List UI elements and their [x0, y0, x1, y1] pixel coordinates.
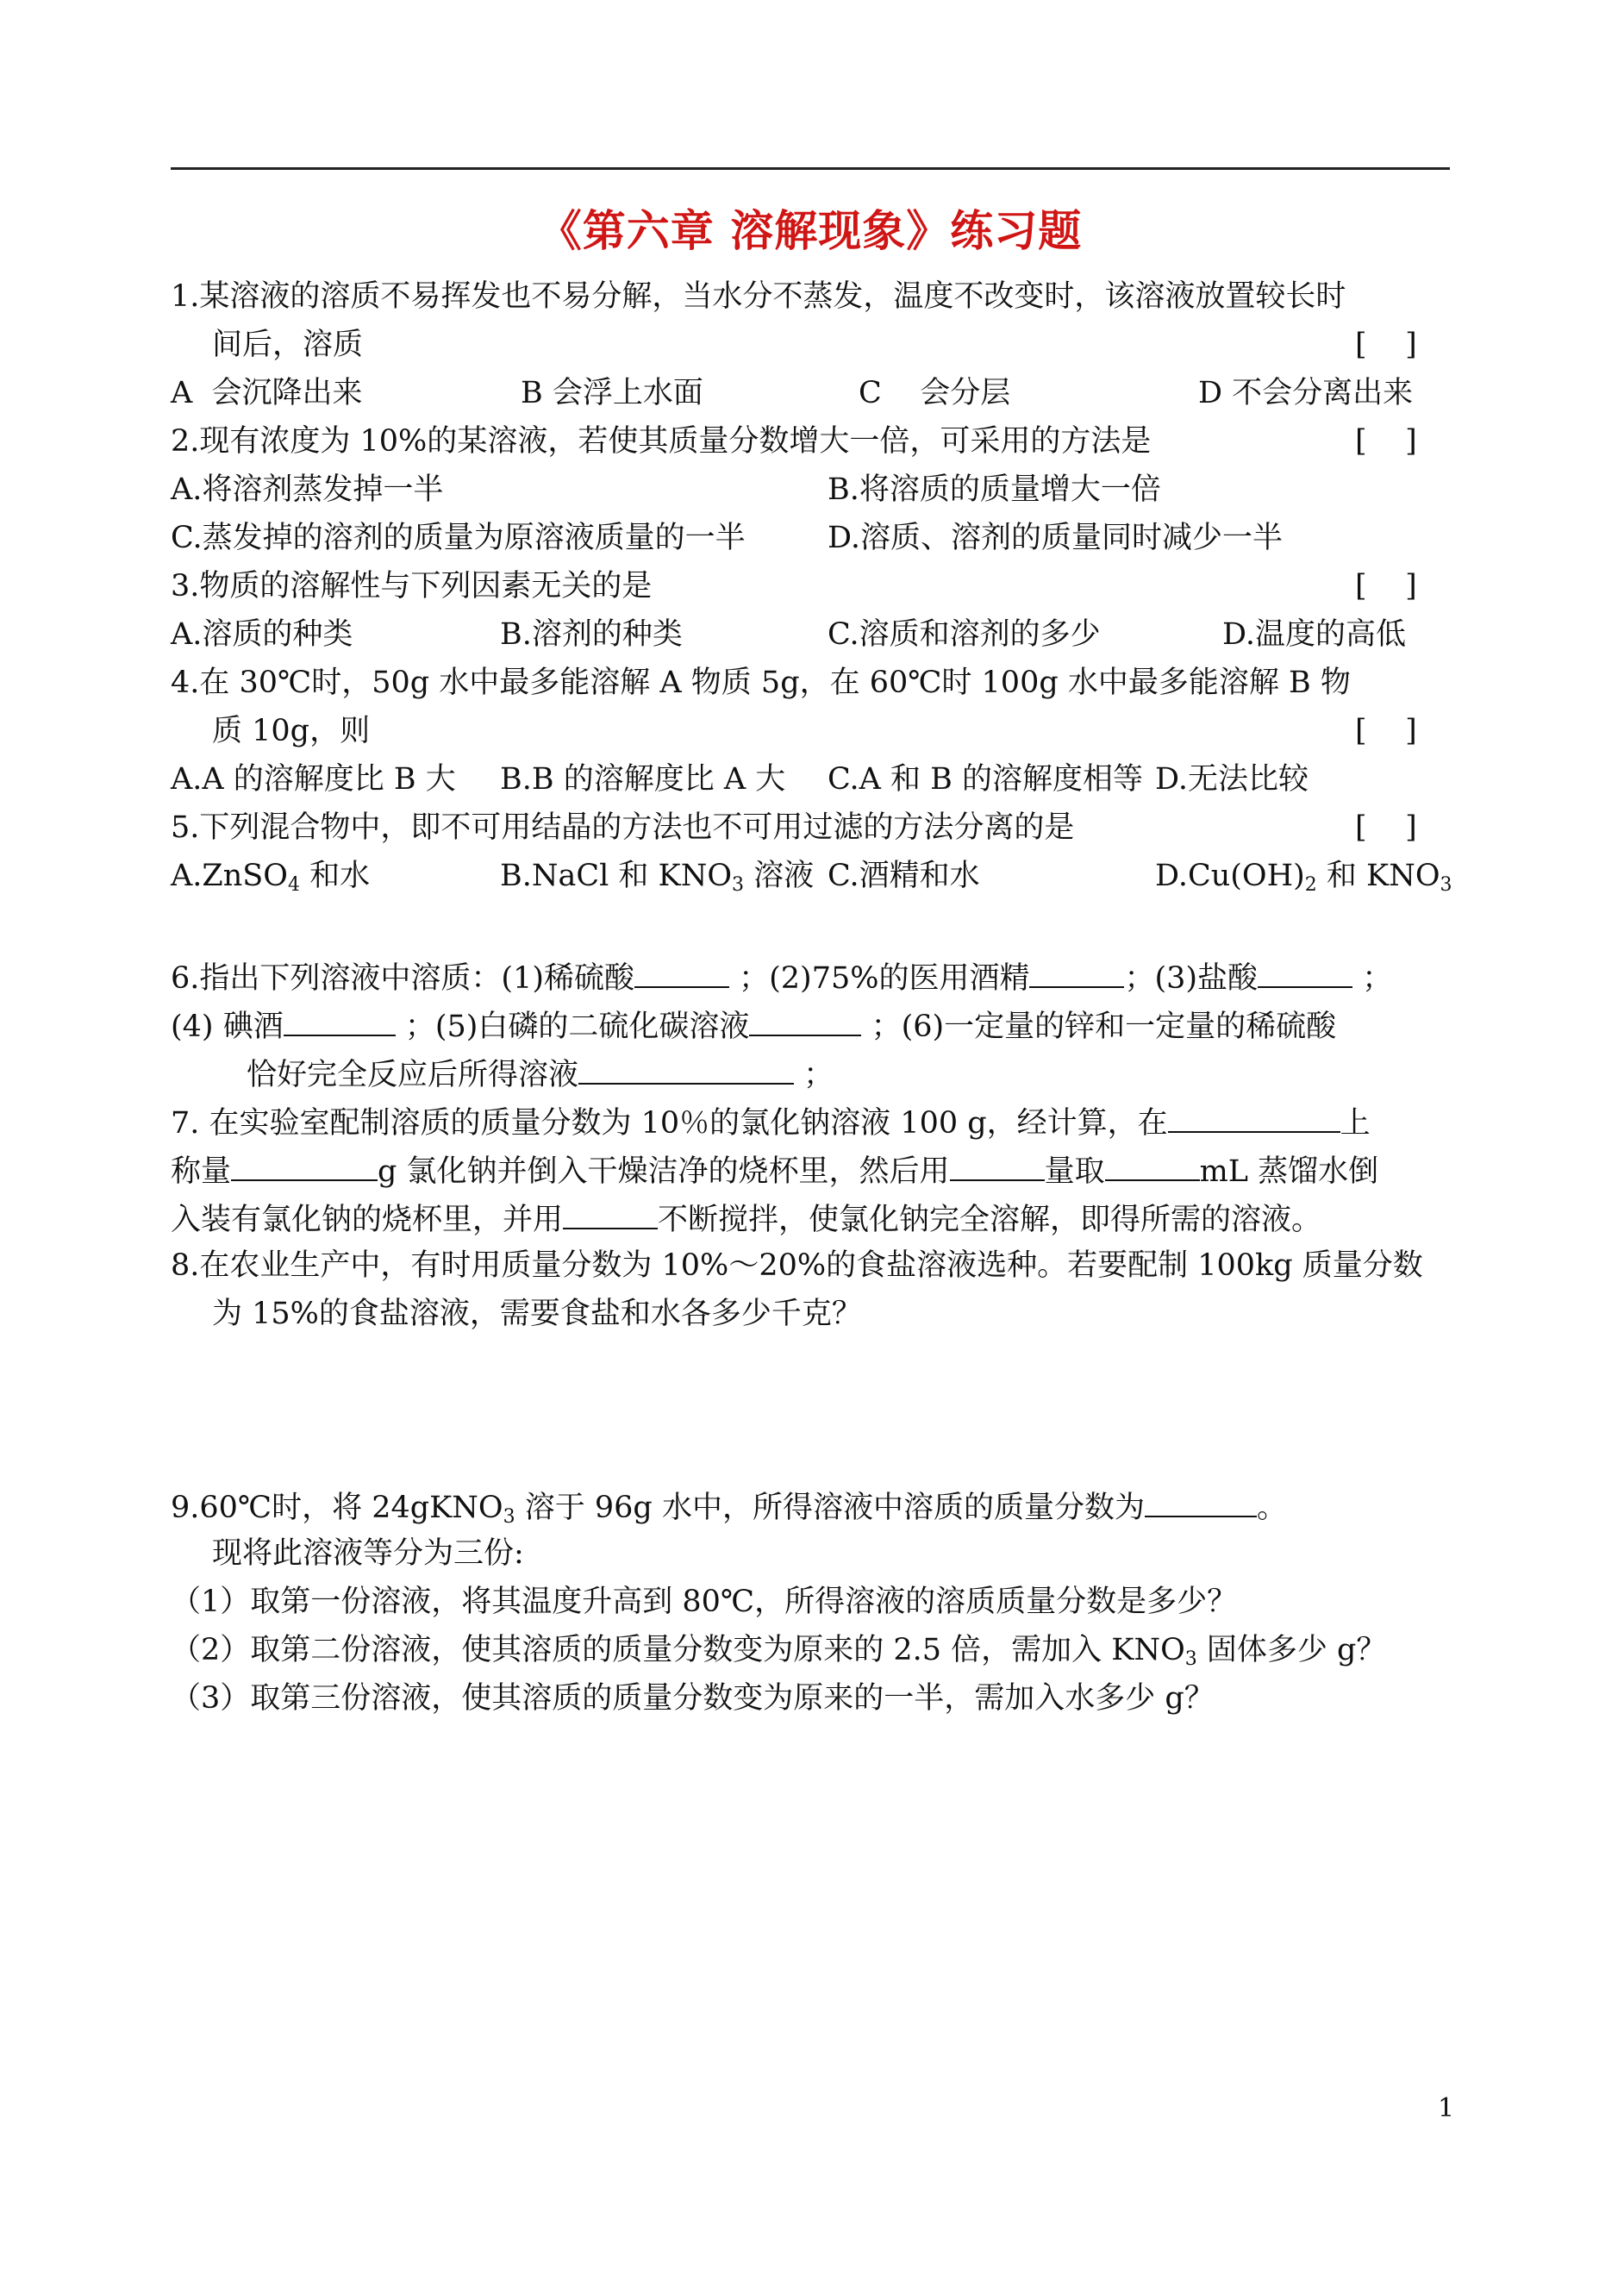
q6-line1: 6.指出下列溶液中溶质：(1)稀硫酸 ；(2)75%的医用酒精 ；(3)盐酸 ；: [171, 957, 1392, 997]
q5-option-d: $D.Cu(OH)_2$ 和 $KNO_3$: [1155, 859, 1452, 896]
q7-blank-3[interactable]: [950, 1150, 1045, 1181]
header-rule: [171, 167, 1450, 170]
q9-sub-3: （3）取第三份溶液，使其溶质的质量分数变为原来的一半，需加入水多少 g？: [171, 1681, 1215, 1716]
q4-option-b: B.B 的溶解度比 A 大: [500, 762, 786, 797]
q3-stem: 3.物质的溶解性与下列因素无关的是: [171, 569, 653, 603]
q2-stem: 2.现有浓度为 10%的某溶液，若使其质量分数增大一倍，可采用的方法是: [171, 424, 1152, 459]
q1-stem-line2: 间后，溶质: [212, 328, 364, 362]
q6-line3: 恰好完全反应后所得溶液 ；: [247, 1054, 834, 1094]
q6-blank-6[interactable]: [578, 1054, 794, 1085]
q4-answer-bracket: [ ]: [1355, 714, 1417, 748]
q6-blank-1[interactable]: [634, 957, 729, 988]
q1-option-a: A 会沉降出来: [171, 376, 363, 410]
q7-line2: 称量 g 氯化钠并倒入干燥洁净的烧杯里，然后用 量取 mL 蒸馏水倒: [171, 1150, 1378, 1191]
q7-blank-1[interactable]: [1168, 1102, 1340, 1133]
q9-blank-1[interactable]: [1145, 1486, 1257, 1517]
q7-blank-2[interactable]: [231, 1150, 378, 1181]
q6-blank-5[interactable]: [749, 1005, 861, 1036]
q1-option-d: D 不会分离出来: [1198, 376, 1414, 410]
q3-option-c: C.溶质和溶剂的多少: [828, 617, 1101, 652]
q6-blank-3[interactable]: [1258, 957, 1352, 988]
q5-answer-bracket: [ ]: [1355, 810, 1417, 845]
q3-answer-bracket: [ ]: [1355, 569, 1417, 603]
q3-option-b: B.溶剂的种类: [500, 617, 683, 652]
q2-option-a: A.将溶剂蒸发掉一半: [171, 472, 444, 507]
page-number: 1: [1438, 2093, 1455, 2123]
q4-option-d: D.无法比较: [1155, 762, 1309, 797]
q5-stem: 5.下列混合物中，即不可用结晶的方法也不可用过滤的方法分离的是: [171, 810, 1075, 845]
q1-option-c: C 会分层: [859, 376, 1011, 410]
q9-line1: 9.60℃时，将 24gKNO$_3$ 溶于 96g 水中，所得溶液中溶质的质量分数为 。: [171, 1486, 1287, 1527]
q7-line3: 入装有氯化钠的烧杯里，并用 不断搅拌，使氯化钠完全溶解，即得所需的溶液。: [171, 1198, 1321, 1239]
q9-sub-1: （1）取第一份溶液，将其温度升高到 80℃，所得溶液的溶质质量分数是多少？: [171, 1585, 1238, 1619]
q5-option-a: A.ZnSO$_4$ 和水: [171, 859, 371, 896]
q6-blank-4[interactable]: [284, 1005, 396, 1036]
q2-option-b: B.将溶质的质量增大一倍: [828, 472, 1161, 507]
q9-sub-2: （2）取第二份溶液，使其溶质的质量分数变为原来的 2.5 倍，需加入 $KNO_3$ 固体多少 g？: [171, 1633, 1387, 1670]
q1-option-b: B 会浮上水面: [521, 376, 703, 410]
q4-stem-line1: 4.在 30℃时，50g 水中最多能溶解 A 物质 5g，在 60℃时 100g 水中最多能溶解 B 物: [171, 666, 1351, 700]
q2-option-c: C.蒸发掉的溶剂的质量为原溶液质量的一半: [171, 521, 746, 555]
q1-answer-bracket: [ ]: [1355, 328, 1417, 362]
q2-answer-bracket: [ ]: [1355, 424, 1417, 459]
q7-blank-4[interactable]: [1105, 1150, 1200, 1181]
page-title: 《第六章 溶解现象》练习题: [538, 206, 1083, 256]
q6-line2: (4) 碘酒 ；(5)白磷的二硫化碳溶液 ；(6)一定量的锌和一定量的稀硫酸: [171, 1005, 1336, 1046]
q4-option-a: A.A 的溶解度比 B 大: [171, 762, 456, 797]
q3-option-a: A.溶质的种类: [171, 617, 353, 652]
q8-line2: 为 15%的食盐溶液，需要食盐和水各多少千克？: [212, 1297, 862, 1331]
q7-blank-5[interactable]: [563, 1198, 658, 1229]
q6-blank-2[interactable]: [1029, 957, 1124, 988]
q9-line2: 现将此溶液等分为三份:: [212, 1536, 524, 1571]
q3-option-d: D.温度的高低: [1222, 617, 1406, 652]
q5-option-b: B.NaCl 和 $KNO_3$ 溶液: [500, 859, 815, 896]
q5-option-c: C.酒精和水: [828, 859, 980, 893]
q2-option-d: D.溶质、溶剂的质量同时减少一半: [828, 521, 1283, 555]
q7-line1: 7. 在实验室配制溶质的质量分数为 10％的氯化钠溶液 100 g，经计算，在 上: [171, 1102, 1371, 1142]
q1-stem-line1: 1.某溶液的溶质不易挥发也不易分解，当水分不蒸发，温度不改变时，该溶液放置较长时: [171, 279, 1346, 314]
q4-stem-line2: 质 10g，则: [212, 714, 371, 748]
q4-option-c: C.A 和 B 的溶解度相等: [828, 762, 1144, 797]
q8-line1: 8.在农业生产中，有时用质量分数为 10%～20%的食盐溶液选种。若要配制 100kg 质量分数: [171, 1248, 1423, 1283]
